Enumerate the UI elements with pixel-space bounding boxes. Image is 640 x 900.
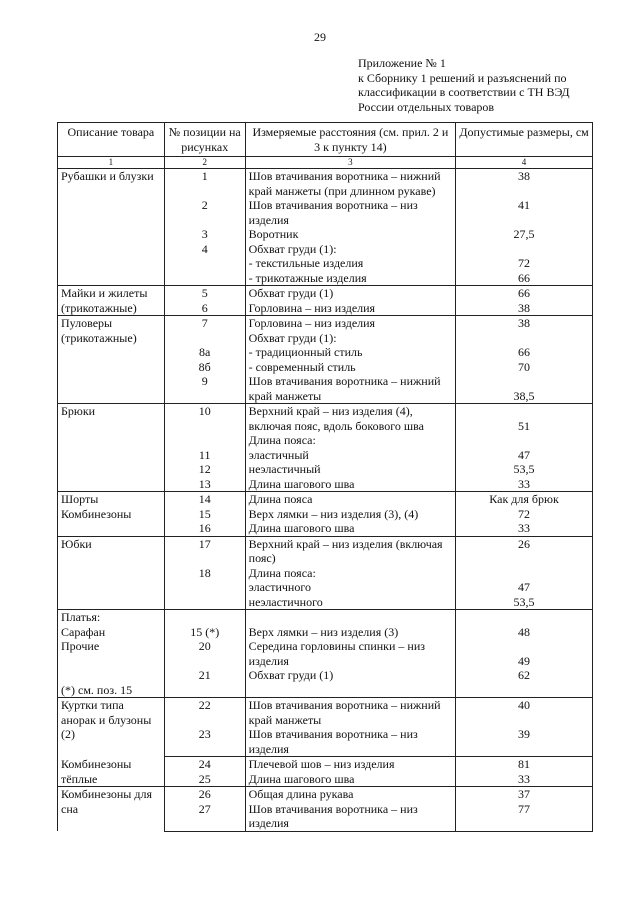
allowed-size-value: 48 bbox=[456, 625, 593, 640]
column-number: 1 bbox=[58, 157, 165, 169]
table-group bbox=[58, 169, 593, 286]
product-description: Прочие bbox=[58, 639, 165, 668]
measurement-description: неэластичного bbox=[245, 595, 455, 610]
table-row bbox=[58, 256, 593, 271]
product-description bbox=[58, 256, 165, 271]
position-number: 16 bbox=[164, 521, 245, 536]
measurement-description: - текстильные изделия bbox=[245, 256, 455, 271]
measurement-description: Шов втачивания воротника – нижний край манжеты (при длинном рукаве) bbox=[245, 169, 455, 199]
position-number: 6 bbox=[164, 301, 245, 316]
position-number: 3 bbox=[164, 227, 245, 242]
product-description: Платья: bbox=[58, 610, 165, 625]
table-group bbox=[58, 787, 593, 832]
position-number bbox=[164, 271, 245, 286]
allowed-size-value: 70 bbox=[456, 360, 593, 375]
measurement-description: Длина пояса: bbox=[245, 433, 455, 448]
product-description bbox=[58, 521, 165, 536]
appendix-line: Приложение № 1 bbox=[358, 56, 446, 70]
appendix-line: России отдельных товаров bbox=[358, 99, 495, 114]
product-description: тёплые bbox=[58, 772, 165, 787]
table-row bbox=[58, 374, 593, 404]
table-row bbox=[58, 448, 593, 463]
column-number: 3 bbox=[245, 157, 455, 169]
column-number-row bbox=[58, 157, 593, 169]
table-row bbox=[58, 625, 593, 640]
table-header-row bbox=[58, 123, 593, 157]
measurement-description: Плечевой шов – низ изделия bbox=[245, 757, 455, 772]
measurement-description: эластичный bbox=[245, 448, 455, 463]
allowed-size-value bbox=[456, 610, 593, 625]
product-description: Комбинезоны bbox=[58, 757, 165, 772]
measurement-description: Шов втачивания воротника – низ изделия bbox=[245, 802, 455, 832]
allowed-size-value: 66 bbox=[456, 271, 593, 286]
measurement-description: - современный стиль bbox=[245, 360, 455, 375]
measurement-description: Длина шагового шва bbox=[245, 772, 455, 787]
allowed-size-value bbox=[456, 331, 593, 346]
position-number bbox=[164, 433, 245, 448]
table-row bbox=[58, 331, 593, 346]
measurement-description: Верхний край – низ изделия (включая пояс) bbox=[245, 536, 455, 566]
allowed-size-value: 66 bbox=[456, 345, 593, 360]
table-row bbox=[58, 360, 593, 375]
table-row bbox=[58, 580, 593, 595]
position-number: 13 bbox=[164, 477, 245, 492]
table-row bbox=[58, 698, 593, 728]
position-number bbox=[164, 256, 245, 271]
position-number: 11 bbox=[164, 448, 245, 463]
product-description bbox=[58, 271, 165, 286]
header-description: Описание товара bbox=[58, 123, 165, 157]
measurement-description: неэластичный bbox=[245, 462, 455, 477]
allowed-size-value: 41 bbox=[456, 198, 593, 227]
table-group bbox=[58, 757, 593, 787]
table-row bbox=[58, 507, 593, 522]
measurement-description: Шов втачивания воротника – нижний край манжеты bbox=[245, 374, 455, 404]
measurement-description: Длина пояса bbox=[245, 492, 455, 507]
allowed-size-value: 38 bbox=[456, 301, 593, 316]
table-row bbox=[58, 668, 593, 683]
product-description bbox=[58, 462, 165, 477]
position-number bbox=[164, 683, 245, 698]
measurement-description: Шов втачивания воротника – низ изделия bbox=[245, 198, 455, 227]
allowed-size-value: 47 bbox=[456, 580, 593, 595]
page-number: 29 bbox=[314, 30, 326, 44]
allowed-size-value: 38 bbox=[456, 169, 593, 199]
product-description: Пуловеры bbox=[58, 316, 165, 331]
product-description bbox=[58, 360, 165, 375]
product-description bbox=[58, 448, 165, 463]
header-position: № позиции на рисунках bbox=[164, 123, 245, 157]
column-number: 4 bbox=[456, 157, 593, 169]
position-number: 26 bbox=[164, 787, 245, 802]
allowed-size-value: 47 bbox=[456, 448, 593, 463]
product-description bbox=[58, 566, 165, 581]
product-description bbox=[58, 227, 165, 242]
measurement-description: Горловина – низ изделия bbox=[245, 301, 455, 316]
allowed-size-value: 62 bbox=[456, 668, 593, 683]
product-description bbox=[58, 580, 165, 595]
column-number: 2 bbox=[164, 157, 245, 169]
position-number: 20 bbox=[164, 639, 245, 668]
measurement-description: Обхват груди (1): bbox=[245, 331, 455, 346]
position-number bbox=[164, 595, 245, 610]
appendix-line: к Сборнику 1 решений и разъяснений по bbox=[358, 70, 567, 85]
position-number: 10 bbox=[164, 404, 245, 434]
allowed-size-value: 77 bbox=[456, 802, 593, 832]
table-row bbox=[58, 787, 593, 802]
measurement-description bbox=[245, 610, 455, 625]
measurement-description: Обхват груди (1) bbox=[245, 668, 455, 683]
allowed-size-value: 40 bbox=[456, 698, 593, 728]
product-description bbox=[58, 668, 165, 683]
allowed-size-value: 53,5 bbox=[456, 595, 593, 610]
allowed-size-value: 27,5 bbox=[456, 227, 593, 242]
position-number: 23 bbox=[164, 727, 245, 757]
product-description bbox=[58, 433, 165, 448]
position-number: 8б bbox=[164, 360, 245, 375]
product-description: Майки и жилеты bbox=[58, 286, 165, 301]
allowed-size-value bbox=[456, 242, 593, 257]
header-measurement: Измеряемые расстояния (см. прил. 2 и 3 к пункту 14) bbox=[245, 123, 455, 157]
appendix-line: классификации в соответствии с ТН ВЭД bbox=[358, 85, 570, 99]
table-group bbox=[58, 404, 593, 492]
allowed-size-value bbox=[456, 433, 593, 448]
table-group bbox=[58, 536, 593, 610]
position-number: 24 bbox=[164, 757, 245, 772]
product-description: Комбинезоны bbox=[58, 507, 165, 522]
position-number: 7 bbox=[164, 316, 245, 331]
position-number: 4 bbox=[164, 242, 245, 257]
product-description: Сарафан bbox=[58, 625, 165, 640]
measurement-description: - традиционный стиль bbox=[245, 345, 455, 360]
table-group bbox=[58, 698, 593, 757]
product-description: Брюки bbox=[58, 404, 165, 434]
position-number: 22 bbox=[164, 698, 245, 728]
measurement-description: Шов втачивания воротника – нижний край манжеты bbox=[245, 698, 455, 728]
table-row bbox=[58, 286, 593, 301]
measurement-description: Верх лямки – низ изделия (3) bbox=[245, 625, 455, 640]
product-description: Куртки типа анорак и блузоны (2) bbox=[58, 698, 165, 757]
measurement-description: Длина пояса: bbox=[245, 566, 455, 581]
table-row bbox=[58, 404, 593, 434]
allowed-size-value: Как для брюк bbox=[456, 492, 593, 507]
position-number: 17 bbox=[164, 536, 245, 566]
table-row bbox=[58, 316, 593, 331]
allowed-size-value: 33 bbox=[456, 477, 593, 492]
table-row bbox=[58, 536, 593, 566]
table-row bbox=[58, 757, 593, 772]
product-description: Шорты bbox=[58, 492, 165, 507]
position-number: 9 bbox=[164, 374, 245, 404]
measurement-description: Длина шагового шва bbox=[245, 521, 455, 536]
position-number: 27 bbox=[164, 802, 245, 832]
product-description: Юбки bbox=[58, 536, 165, 566]
table-row bbox=[58, 639, 593, 668]
product-description: Комбинезоны для сна bbox=[58, 787, 165, 832]
table-row bbox=[58, 169, 593, 199]
product-description bbox=[58, 345, 165, 360]
allowed-size-value: 72 bbox=[456, 256, 593, 271]
table-row bbox=[58, 198, 593, 227]
table-group bbox=[58, 286, 593, 316]
table-row bbox=[58, 242, 593, 257]
product-description: (трикотажные) bbox=[58, 301, 165, 316]
measurement-description: Верхний край – низ изделия (4), включая пояс, вдоль бокового шва bbox=[245, 404, 455, 434]
measurement-description: Общая длина рукава bbox=[245, 787, 455, 802]
measurement-description: Длина шагового шва bbox=[245, 477, 455, 492]
table-row bbox=[58, 683, 593, 698]
allowed-size-value bbox=[456, 566, 593, 581]
position-number: 5 bbox=[164, 286, 245, 301]
measurement-description: Обхват груди (1): bbox=[245, 242, 455, 257]
position-number bbox=[164, 331, 245, 346]
product-description bbox=[58, 374, 165, 404]
table-row bbox=[58, 271, 593, 286]
allowed-size-value: 81 bbox=[456, 757, 593, 772]
product-description bbox=[58, 595, 165, 610]
allowed-size-value: 38 bbox=[456, 316, 593, 331]
position-number: 15 (*) bbox=[164, 625, 245, 640]
allowed-size-value: 33 bbox=[456, 521, 593, 536]
measurement-description: Середина горловины спинки – низ изделия bbox=[245, 639, 455, 668]
position-number bbox=[164, 610, 245, 625]
product-description: Рубашки и блузки bbox=[58, 169, 165, 199]
measurement-description bbox=[245, 683, 455, 698]
position-number: 14 bbox=[164, 492, 245, 507]
measurement-description: Горловина – низ изделия bbox=[245, 316, 455, 331]
measurement-description: Обхват груди (1) bbox=[245, 286, 455, 301]
allowed-size-value: 72 bbox=[456, 507, 593, 522]
allowed-size-value bbox=[456, 683, 593, 698]
measurement-description: Воротник bbox=[245, 227, 455, 242]
measurement-description: Верх лямки – низ изделия (3), (4) bbox=[245, 507, 455, 522]
header-size: Допустимые размеры, см bbox=[456, 123, 593, 157]
table-group bbox=[58, 492, 593, 537]
position-number: 2 bbox=[164, 198, 245, 227]
table-row bbox=[58, 227, 593, 242]
measurement-description: эластичного bbox=[245, 580, 455, 595]
measurement-description: - трикотажные изделия bbox=[245, 271, 455, 286]
measurement-description: Шов втачивания воротника – низ изделия bbox=[245, 727, 455, 757]
table-row bbox=[58, 477, 593, 492]
position-number: 18 bbox=[164, 566, 245, 581]
table-group bbox=[58, 610, 593, 698]
table-row bbox=[58, 492, 593, 507]
product-description bbox=[58, 477, 165, 492]
position-number: 15 bbox=[164, 507, 245, 522]
table-row bbox=[58, 595, 593, 610]
position-number: 1 bbox=[164, 169, 245, 199]
table-row bbox=[58, 301, 593, 316]
table-row bbox=[58, 462, 593, 477]
allowed-size-value: 33 bbox=[456, 772, 593, 787]
position-number: 21 bbox=[164, 668, 245, 683]
allowed-size-value: 38,5 bbox=[456, 374, 593, 404]
allowed-size-value: 26 bbox=[456, 536, 593, 566]
appendix-header bbox=[358, 56, 618, 114]
table-row bbox=[58, 772, 593, 787]
allowed-size-value: 39 bbox=[456, 727, 593, 757]
product-description: (*) см. поз. 15 bbox=[58, 683, 165, 698]
table-row bbox=[58, 610, 593, 625]
table-row bbox=[58, 521, 593, 536]
table-group bbox=[58, 316, 593, 404]
allowed-size-value: 37 bbox=[456, 787, 593, 802]
product-description: (трикотажные) bbox=[58, 331, 165, 346]
table-row bbox=[58, 433, 593, 448]
allowed-size-value: 66 bbox=[456, 286, 593, 301]
size-table bbox=[57, 122, 593, 832]
table-row bbox=[58, 345, 593, 360]
table-row bbox=[58, 566, 593, 581]
allowed-size-value: 53,5 bbox=[456, 462, 593, 477]
allowed-size-value: 51 bbox=[456, 404, 593, 434]
position-number: 25 bbox=[164, 772, 245, 787]
product-description bbox=[58, 198, 165, 227]
product-description bbox=[58, 242, 165, 257]
position-number bbox=[164, 580, 245, 595]
allowed-size-value: 49 bbox=[456, 639, 593, 668]
position-number: 12 bbox=[164, 462, 245, 477]
position-number: 8а bbox=[164, 345, 245, 360]
